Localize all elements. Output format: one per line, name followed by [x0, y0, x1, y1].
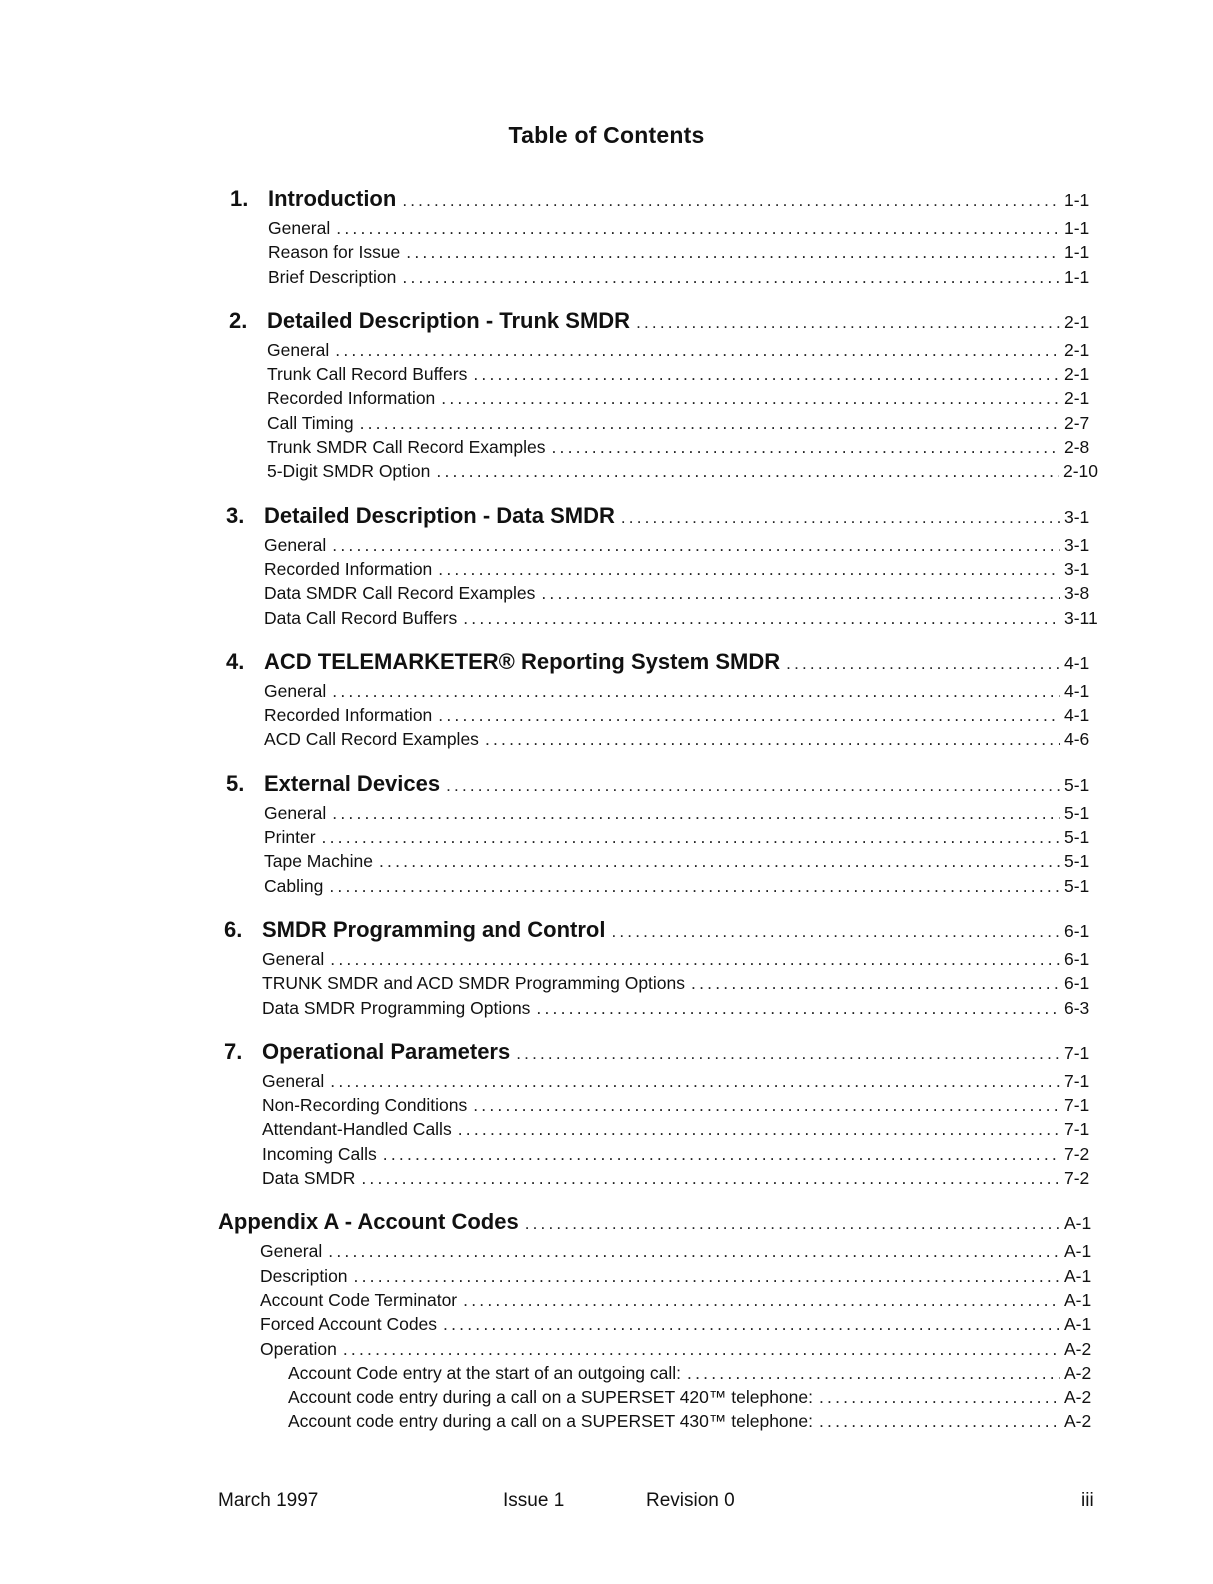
dot-leader — [611, 922, 1060, 942]
footer-page-number: iii — [1081, 1490, 1094, 1511]
dot-leader — [819, 1411, 1060, 1432]
dot-leader — [516, 1044, 1060, 1064]
chapter-title: Detailed Description - Trunk SMDR — [267, 307, 631, 333]
dot-leader — [485, 729, 1060, 750]
dot-leader — [441, 388, 1060, 409]
toc-entry[interactable] — [226, 705, 1098, 729]
dot-leader — [786, 654, 1060, 674]
dot-leader — [379, 851, 1060, 872]
toc-entry[interactable] — [226, 583, 1098, 607]
toc-chapter-heading[interactable] — [226, 503, 1098, 535]
dot-leader — [636, 313, 1060, 333]
page-title: Table of Contents — [508, 122, 705, 148]
dot-leader — [436, 461, 1059, 482]
dot-leader — [536, 998, 1060, 1019]
entry-title: Description — [260, 1265, 348, 1286]
toc-entry[interactable] — [224, 1168, 1098, 1192]
toc-entry[interactable] — [218, 1290, 1098, 1314]
page-footer — [218, 1490, 1098, 1516]
page-ref: A-2 — [1064, 1411, 1092, 1432]
toc-entry[interactable] — [230, 218, 1098, 242]
entry-title: Recorded Information — [267, 388, 436, 409]
chapter-number: 6. — [224, 916, 243, 942]
dot-leader — [406, 242, 1060, 263]
page-ref: 2-1 — [1064, 311, 1090, 332]
page-ref: 2-1 — [1064, 364, 1090, 385]
page-ref: A-2 — [1064, 1362, 1092, 1383]
footer-issue: Issue 1 — [503, 1490, 565, 1511]
entry-title: General — [260, 1241, 323, 1262]
page-ref: 2-10 — [1062, 461, 1098, 482]
dot-leader — [691, 973, 1060, 994]
dot-leader — [328, 1241, 1060, 1262]
dot-leader — [463, 608, 1060, 629]
dot-leader — [551, 437, 1060, 458]
toc-entry[interactable] — [226, 535, 1098, 559]
page-ref: 6-1 — [1064, 948, 1090, 969]
toc-chapter-heading[interactable] — [226, 771, 1098, 803]
entry-title: Data SMDR Programming Options — [262, 997, 531, 1018]
page-ref: 1-1 — [1064, 242, 1090, 263]
page-ref: A-1 — [1064, 1213, 1092, 1234]
footer-date: March 1997 — [218, 1490, 319, 1511]
page-ref: 7-1 — [1064, 1070, 1090, 1091]
entry-title: General — [264, 802, 327, 823]
page-ref: A-1 — [1064, 1241, 1092, 1262]
toc-section-3 — [226, 503, 1098, 632]
toc-subentry[interactable] — [218, 1363, 1098, 1387]
dot-leader — [458, 1119, 1060, 1140]
chapter-number: 4. — [226, 648, 245, 674]
entry-title: Reason for Issue — [268, 242, 401, 263]
subentry-title: Account code entry during a call on a SUPERSET 430™ telephone: — [288, 1411, 813, 1432]
dot-leader — [343, 1339, 1060, 1360]
entry-title: General — [264, 680, 327, 701]
toc-entry[interactable] — [224, 973, 1098, 997]
entry-title: ACD Call Record Examples — [264, 729, 479, 750]
subentry-title: Account code entry during a call on a SUPERSET 420™ telephone: — [288, 1387, 813, 1408]
dot-leader — [330, 949, 1060, 970]
entry-title: Call Timing — [267, 412, 354, 433]
toc-entry[interactable] — [226, 803, 1098, 827]
page-ref: A-1 — [1064, 1314, 1092, 1335]
dot-leader — [402, 267, 1060, 288]
dot-leader — [332, 681, 1060, 702]
dot-leader — [687, 1363, 1060, 1384]
chapter-title: ACD TELEMARKETER® Reporting System SMDR — [264, 648, 781, 674]
dot-leader — [621, 508, 1060, 528]
page-ref: 7-1 — [1064, 1042, 1090, 1063]
subentry-title: Account Code entry at the start of an outgoing call: — [288, 1362, 682, 1383]
entry-title: Trunk SMDR Call Record Examples — [267, 437, 546, 458]
page-ref: 1-1 — [1064, 218, 1090, 238]
toc-entry[interactable] — [218, 1314, 1098, 1338]
toc-section-2 — [229, 308, 1098, 486]
entry-title: Cabling — [264, 875, 324, 896]
entry-title: Printer — [264, 827, 316, 848]
chapter-number: 2. — [229, 307, 248, 333]
toc-appendix-a — [218, 1209, 1098, 1435]
entry-title: General — [268, 218, 331, 238]
entry-title: Data SMDR — [262, 1168, 356, 1189]
dot-leader — [438, 705, 1060, 726]
chapter-title: Introduction — [268, 186, 397, 211]
toc-entry[interactable] — [218, 1266, 1098, 1290]
page-ref: 4-1 — [1064, 705, 1090, 726]
dot-leader — [329, 876, 1060, 897]
page-ref: 4-1 — [1064, 652, 1090, 673]
toc-section-6 — [224, 917, 1098, 1022]
page-ref: A-2 — [1064, 1387, 1092, 1408]
entry-title: Data SMDR Call Record Examples — [264, 583, 536, 604]
entry-title: Forced Account Codes — [260, 1314, 438, 1335]
dot-leader — [332, 803, 1060, 824]
toc-section-4 — [226, 649, 1098, 754]
toc-entry[interactable] — [226, 559, 1098, 583]
dot-leader — [438, 559, 1060, 580]
dot-leader — [332, 535, 1060, 556]
page-ref: 3-1 — [1064, 534, 1090, 555]
toc-entry[interactable] — [226, 681, 1098, 705]
page-ref: 7-1 — [1064, 1095, 1090, 1116]
page-ref: 2-1 — [1064, 339, 1090, 360]
toc-section-7 — [224, 1039, 1098, 1192]
entry-title: Attendant-Handled Calls — [262, 1119, 452, 1140]
toc-entry[interactable] — [230, 242, 1098, 266]
dot-leader — [360, 413, 1060, 434]
page-ref: A-1 — [1064, 1265, 1092, 1286]
toc-entry[interactable] — [229, 413, 1098, 437]
toc-entry[interactable] — [229, 340, 1098, 364]
toc-entry[interactable] — [218, 1339, 1098, 1363]
entry-title: Tape Machine — [264, 851, 373, 872]
page-ref: A-2 — [1064, 1338, 1092, 1359]
entry-title: Recorded Information — [264, 558, 433, 579]
dot-leader — [336, 218, 1060, 239]
page-ref: 6-1 — [1064, 973, 1090, 994]
toc-chapter-heading[interactable] — [226, 649, 1098, 681]
toc-entry[interactable] — [224, 1144, 1098, 1168]
table-of-contents — [218, 186, 1098, 1453]
dot-leader — [819, 1387, 1060, 1408]
page-ref: 5-1 — [1064, 875, 1090, 896]
footer-revision: Revision 0 — [646, 1490, 735, 1511]
page-ref: 3-1 — [1064, 506, 1090, 527]
toc-entry[interactable] — [230, 267, 1098, 291]
entry-title: General — [264, 534, 327, 555]
toc-entry[interactable] — [229, 437, 1098, 461]
dot-leader — [361, 1168, 1060, 1189]
page-ref: 7-2 — [1064, 1143, 1090, 1164]
page-ref: 6-1 — [1064, 920, 1090, 941]
toc-entry[interactable] — [229, 388, 1098, 412]
toc-entry[interactable] — [224, 949, 1098, 973]
toc-entry[interactable] — [224, 998, 1098, 1022]
page-ref: 7-2 — [1064, 1168, 1090, 1189]
dot-leader — [383, 1144, 1060, 1165]
dot-leader — [354, 1266, 1060, 1287]
dot-leader — [473, 364, 1060, 385]
page-ref: 5-1 — [1064, 827, 1090, 848]
dot-leader — [335, 340, 1060, 361]
chapter-title: SMDR Programming and Control — [262, 916, 606, 942]
toc-entry[interactable] — [229, 461, 1098, 485]
toc-chapter-heading[interactable] — [229, 308, 1098, 340]
page-ref: A-1 — [1064, 1289, 1092, 1310]
page-ref: 2-7 — [1064, 412, 1090, 433]
chapter-number: 7. — [224, 1038, 243, 1064]
dot-leader — [525, 1214, 1060, 1234]
page-ref: 4-6 — [1064, 729, 1090, 750]
dot-leader — [473, 1095, 1060, 1116]
toc-chapter-heading[interactable] — [230, 186, 1098, 218]
toc-entry[interactable] — [224, 1071, 1098, 1095]
entry-title: Operation — [260, 1338, 337, 1359]
dot-leader — [402, 191, 1060, 211]
entry-title: Brief Description — [268, 266, 397, 287]
entry-title: General — [262, 1070, 325, 1091]
entry-title: Incoming Calls — [262, 1143, 377, 1164]
page-ref: 2-1 — [1064, 388, 1090, 409]
toc-section-5 — [226, 771, 1098, 900]
toc-entry[interactable] — [229, 364, 1098, 388]
toc-entry[interactable] — [224, 1095, 1098, 1119]
toc-section-1 — [230, 186, 1098, 291]
page-ref: 1-1 — [1064, 190, 1090, 210]
chapter-number: 5. — [226, 770, 245, 796]
page-ref: 5-1 — [1064, 851, 1090, 872]
page-ref: 3-8 — [1064, 583, 1090, 604]
chapter-title: Operational Parameters — [262, 1038, 511, 1064]
toc-entry[interactable] — [226, 608, 1098, 632]
entry-title: TRUNK SMDR and ACD SMDR Programming Options — [262, 973, 686, 994]
appendix-title: Appendix A - Account Codes — [218, 1209, 519, 1235]
toc-subentry[interactable] — [218, 1411, 1098, 1435]
entry-title: General — [267, 339, 330, 360]
dot-leader — [541, 583, 1060, 604]
entry-title: Recorded Information — [264, 705, 433, 726]
entry-title: General — [262, 948, 325, 969]
entry-title: Data Call Record Buffers — [264, 607, 458, 628]
dot-leader — [330, 1071, 1060, 1092]
page-ref: 4-1 — [1064, 680, 1090, 701]
page-ref: 7-1 — [1064, 1119, 1090, 1140]
chapter-number: 1. — [230, 186, 249, 211]
entry-title: Trunk Call Record Buffers — [267, 364, 468, 385]
dot-leader — [463, 1290, 1060, 1311]
dot-leader — [322, 827, 1060, 848]
chapter-number: 3. — [226, 502, 245, 528]
chapter-title: External Devices — [264, 770, 441, 796]
dot-leader — [443, 1314, 1060, 1335]
dot-leader — [446, 776, 1060, 796]
page-ref: 1-1 — [1064, 266, 1090, 287]
toc-chapter-heading[interactable] — [224, 917, 1098, 949]
page-ref: 5-1 — [1064, 774, 1090, 795]
toc-entry[interactable] — [218, 1241, 1098, 1265]
chapter-title: Detailed Description - Data SMDR — [264, 502, 615, 528]
entry-title: Non-Recording Conditions — [262, 1095, 468, 1116]
toc-entry[interactable] — [224, 1119, 1098, 1143]
entry-title: Account Code Terminator — [260, 1289, 458, 1310]
entry-title: 5-Digit SMDR Option — [267, 461, 431, 482]
toc-chapter-heading[interactable] — [224, 1039, 1098, 1071]
toc-entry[interactable] — [226, 851, 1098, 875]
page-ref: 6-3 — [1064, 997, 1090, 1018]
page-ref: 5-1 — [1064, 802, 1090, 823]
page-ref: 2-8 — [1064, 437, 1090, 458]
toc-entry[interactable] — [226, 827, 1098, 851]
page-ref: 3-11 — [1064, 607, 1098, 628]
toc-entry[interactable] — [226, 876, 1098, 900]
toc-entry[interactable] — [226, 729, 1098, 753]
toc-appendix-heading[interactable] — [218, 1209, 1098, 1241]
page-ref: 3-1 — [1064, 558, 1090, 579]
toc-subentry[interactable] — [218, 1387, 1098, 1411]
